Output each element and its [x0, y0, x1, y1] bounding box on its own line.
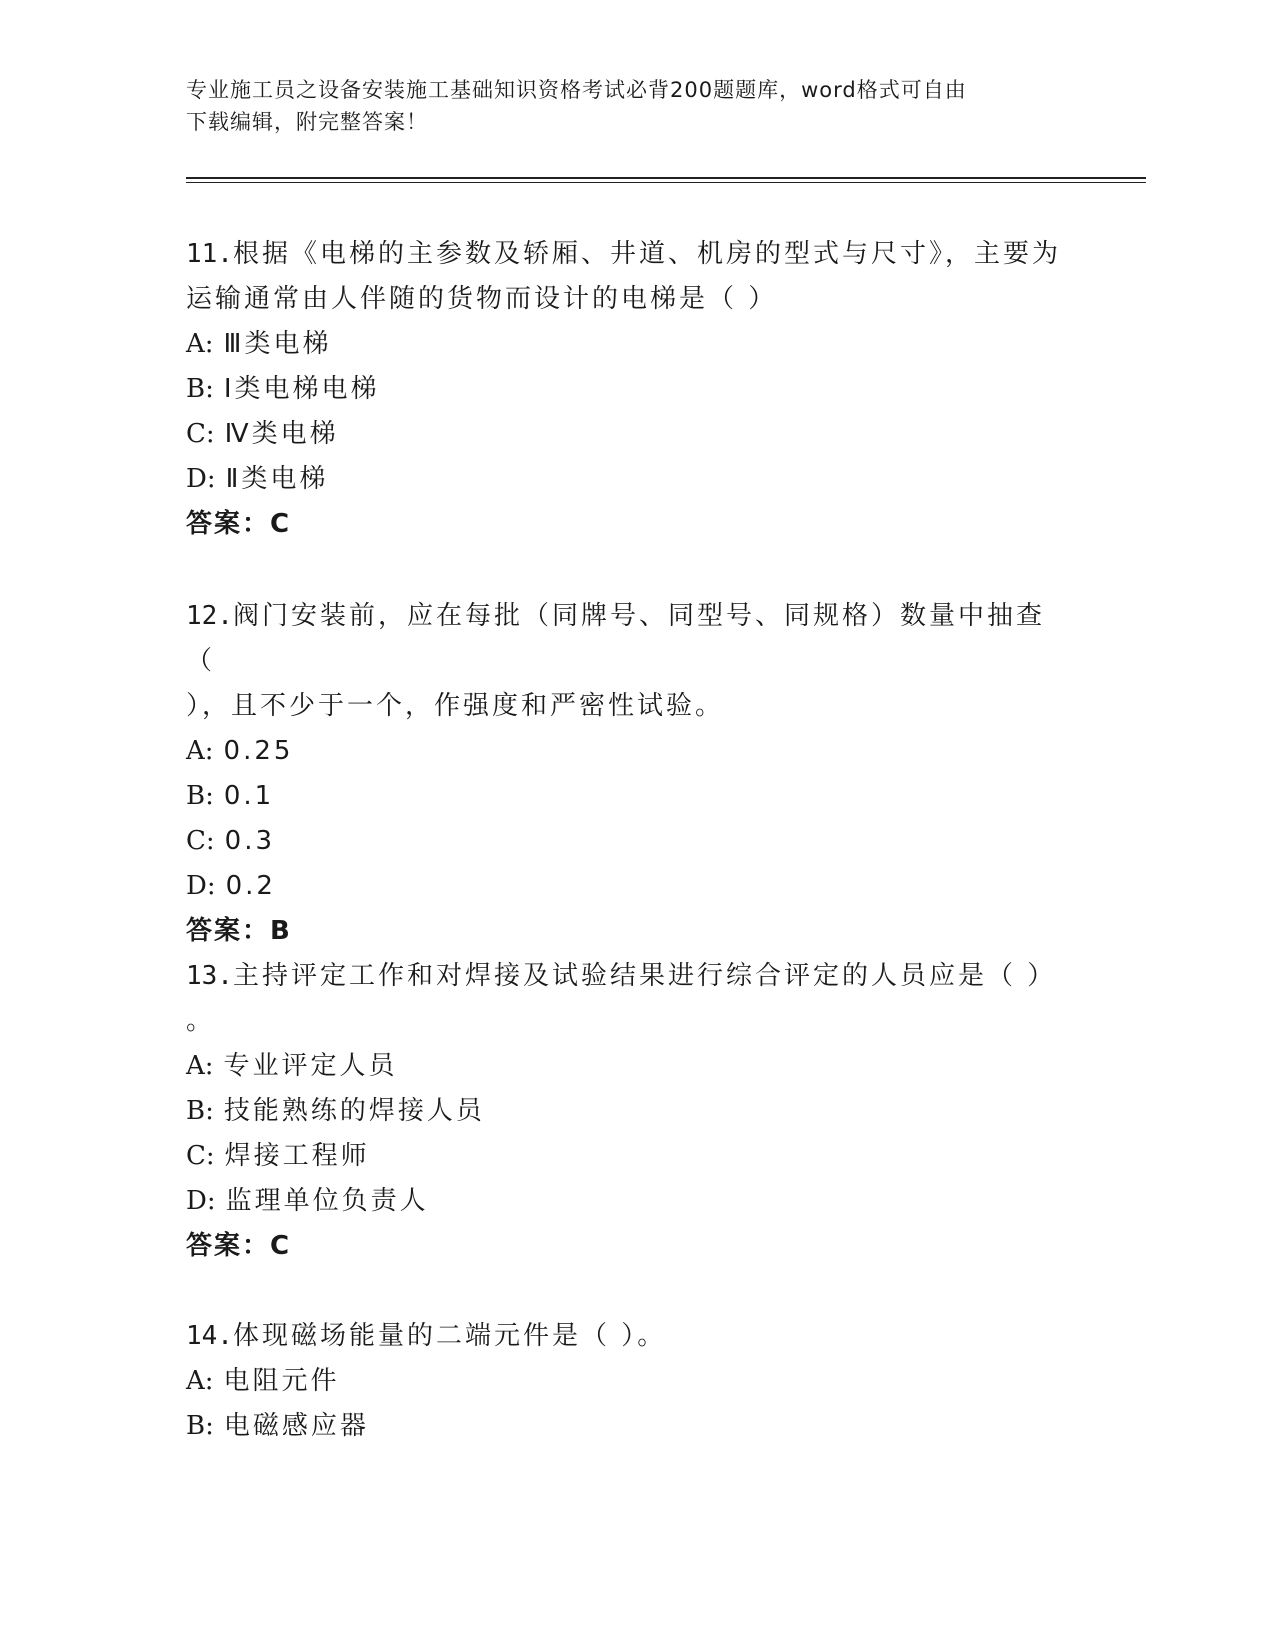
- option-c: [186, 819, 1066, 864]
- option-letter: C:: [186, 1141, 215, 1171]
- option-letter: B:: [186, 781, 214, 811]
- question-stem-line-2: ），且不少于一个，作强度和严密性试验。: [186, 691, 725, 721]
- option-text: Ⅲ类电梯: [223, 329, 332, 359]
- header-divider-secondary: [186, 182, 1146, 183]
- option-text: Ⅱ类电梯: [225, 464, 329, 494]
- option-c: [186, 412, 1066, 457]
- question-stem-line-1: 主持评定工作和对焊接及试验结果进行综合评定的人员应是（ ）: [232, 961, 1057, 991]
- option-letter: A:: [186, 329, 214, 359]
- question-stem: [186, 1314, 1066, 1359]
- option-letter: D:: [186, 1186, 216, 1216]
- option-b: [186, 1404, 1066, 1449]
- option-letter: A:: [186, 1051, 214, 1081]
- option-text: 焊接工程师: [224, 1141, 370, 1171]
- option-letter: D:: [186, 464, 216, 494]
- option-a: [186, 729, 1066, 774]
- answer: 答案：B: [186, 916, 292, 946]
- option-letter: C:: [186, 826, 215, 856]
- option-letter: A:: [186, 1366, 214, 1396]
- header-line-1: 专业施工员之设备安装施工基础知识资格考试必背200题题库，word格式可自由: [186, 78, 967, 102]
- option-letter: A:: [186, 736, 214, 766]
- option-letter: D:: [186, 871, 216, 901]
- question-12: [186, 594, 1066, 954]
- answer: 答案：C: [186, 1231, 292, 1261]
- option-letter: B:: [186, 374, 214, 404]
- option-text: Ⅰ类电梯电梯: [223, 374, 380, 404]
- option-a: [186, 1044, 1066, 1089]
- option-letter: C:: [186, 419, 215, 449]
- option-b: [186, 367, 1066, 412]
- option-a: [186, 1359, 1066, 1404]
- question-stem-line-1: 体现磁场能量的二端元件是（ ）。: [232, 1321, 667, 1351]
- option-d: [186, 1179, 1066, 1224]
- question-number: 13.: [186, 961, 233, 991]
- option-text: 监理单位负责人: [225, 1186, 429, 1216]
- question-stem-line-1: 阀门安装前，应在每批（同牌号、同型号、同规格）数量中抽查（: [186, 601, 1045, 676]
- question-stem: [186, 594, 1066, 684]
- question-number: 12.: [186, 601, 233, 631]
- option-text: 电阻元件: [223, 1366, 340, 1396]
- option-b: [186, 774, 1066, 819]
- option-text: Ⅳ类电梯: [224, 419, 339, 449]
- option-text: 电磁感应器: [223, 1411, 369, 1441]
- option-text: 专业评定人员: [223, 1051, 398, 1081]
- question-11: [186, 232, 1066, 547]
- answer: 答案：C: [186, 509, 292, 539]
- question-stem-line-2: 运输通常由人伴随的货物而设计的电梯是（ ）: [186, 284, 778, 314]
- option-text: 0.3: [224, 826, 276, 856]
- question-stem-line-1: 根据《电梯的主参数及轿厢、井道、机房的型式与尺寸》，主要为: [232, 239, 1061, 269]
- option-text: 0.25: [223, 736, 294, 766]
- question-stem-line-2: 。: [186, 1006, 216, 1036]
- option-a: [186, 322, 1066, 367]
- option-text: 技能熟练的焊接人员: [223, 1096, 485, 1126]
- option-letter: B:: [186, 1096, 214, 1126]
- option-d: [186, 457, 1066, 502]
- option-letter: B:: [186, 1411, 214, 1441]
- option-b: [186, 1089, 1066, 1134]
- header-divider: [186, 177, 1146, 179]
- option-text: 0.1: [223, 781, 275, 811]
- header-line-2: 下载编辑，附完整答案！: [186, 110, 428, 134]
- question-stem: [186, 232, 1066, 277]
- question-stem: [186, 954, 1066, 999]
- question-13: [186, 954, 1066, 1269]
- option-d: [186, 864, 1066, 909]
- question-14: [186, 1314, 1066, 1449]
- document-header: [186, 74, 1066, 138]
- option-c: [186, 1134, 1066, 1179]
- question-number: 14.: [186, 1321, 233, 1351]
- option-text: 0.2: [225, 871, 276, 901]
- question-number: 11.: [186, 239, 233, 269]
